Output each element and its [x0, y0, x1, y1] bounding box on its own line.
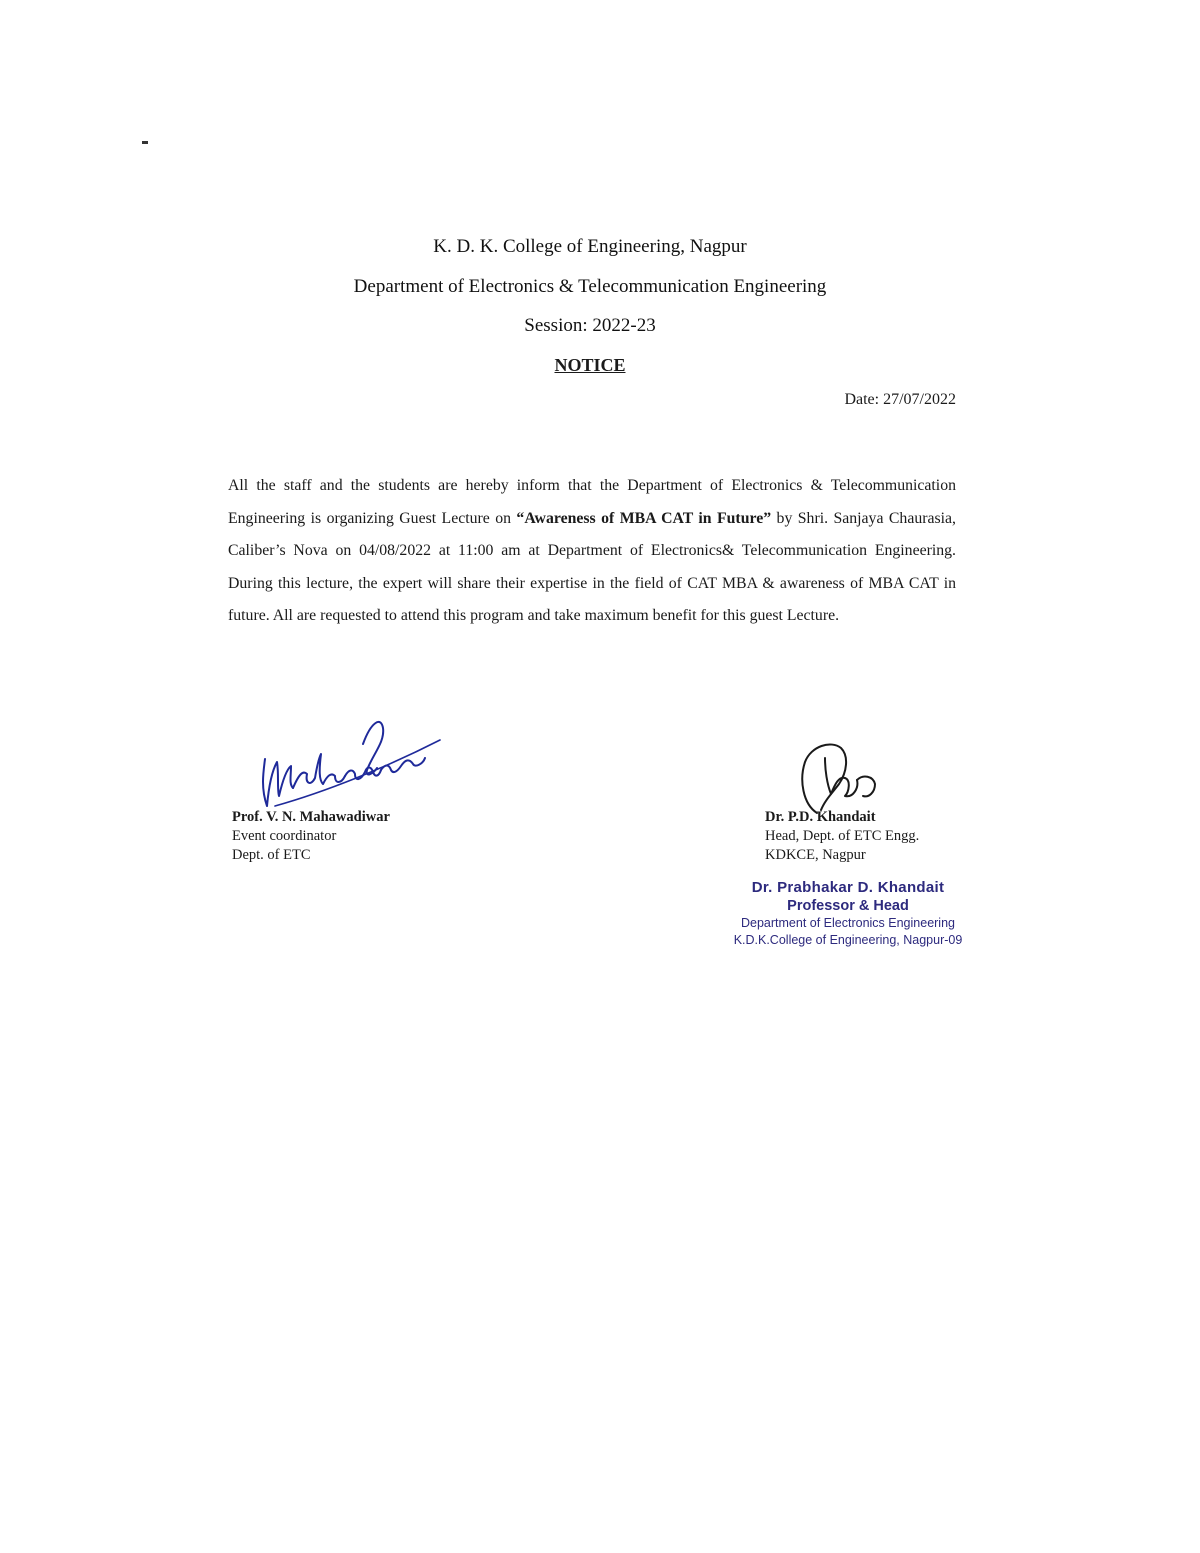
signatory-left-role: Event coordinator	[232, 828, 337, 844]
college-name: K. D. K. College of Engineering, Nagpur	[433, 236, 747, 257]
lecture-topic: “Awareness of MBA CAT in Future”	[516, 509, 772, 527]
stamp-name: Dr. Prabhakar D. Khandait	[751, 879, 945, 896]
signatory-left-dept: Dept. of ETC	[232, 847, 311, 863]
official-stamp	[700, 878, 996, 949]
body-part-2: by Shri. Sanjaya Chaurasia, Caliber’s Nova on 04/08/2022 at 11:00 am at Department of Electronics& Telecommunication Engineering. During this lecture, the expert will share their expertise in the field of CAT MBA & awareness of MBA CAT in future. All are requested to attend this program and take maximum benefit for this guest Lecture.	[228, 509, 957, 624]
scan-artifact	[142, 141, 148, 144]
signatory-left-name: Prof. V. N. Mahawadiwar	[232, 809, 390, 825]
department-name: Department of Electronics & Telecommunication Engineering	[353, 276, 827, 297]
signature-left	[255, 714, 445, 814]
signatory-right-name: Dr. P.D. Khandait	[765, 809, 876, 825]
notice-date: Date: 27/07/2022	[844, 391, 956, 408]
stamp-title: Professor & Head	[787, 898, 909, 914]
notice-body	[228, 470, 956, 633]
session: Session: 2022-23	[524, 315, 656, 336]
signature-right	[795, 738, 885, 818]
stamp-department: Department of Electronics Engineering	[740, 916, 955, 930]
signatory-right-role: Head, Dept. of ETC Engg.	[765, 828, 920, 844]
signatory-right-institution: KDKCE, Nagpur	[765, 847, 866, 863]
signatory-left	[232, 808, 390, 865]
body-part-1: All the staff and the students are hereby inform that the Department of Electronics & Telecommunication Engineering is organizing Guest Lecture on	[228, 477, 956, 527]
notice-title: NOTICE	[554, 355, 626, 375]
stamp-college: K.D.K.College of Engineering, Nagpur-09	[733, 933, 963, 947]
signatory-right	[765, 808, 919, 865]
